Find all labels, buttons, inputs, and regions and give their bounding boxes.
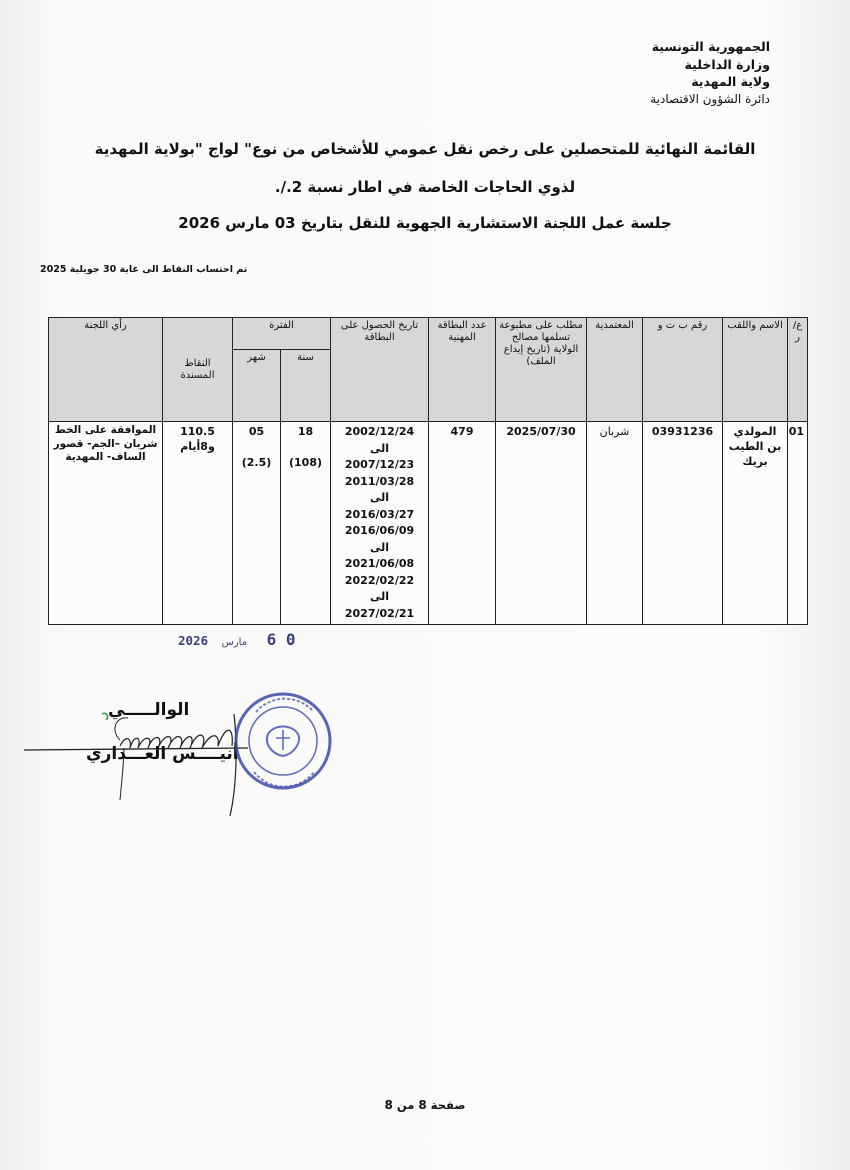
cell-num: 01 bbox=[788, 422, 808, 625]
cell-id: 03931236 bbox=[643, 422, 723, 625]
date-stamp-day: 0 6 bbox=[266, 630, 296, 649]
signatory-title: الوالـــــي bbox=[108, 700, 190, 720]
signatory-name: أنيــــس العـــداري bbox=[86, 744, 239, 764]
card-date-line: 2016/03/27 bbox=[344, 507, 415, 521]
card-date-line: 2002/12/24 الى bbox=[344, 425, 415, 455]
date-stamp-year: 2026 bbox=[178, 633, 209, 648]
document-title: القائمة النهائية للمتحصلين على رخص نقل عمومي للأشخاص من نوع" لواج "بولاية المهدية bbox=[94, 140, 756, 158]
letterhead bbox=[550, 38, 770, 108]
page-total: 8 bbox=[384, 1098, 393, 1112]
col-header-id: رقم ب ت و bbox=[643, 318, 723, 422]
cell-month bbox=[233, 422, 281, 625]
page-number bbox=[0, 1098, 850, 1112]
col-header-num: ع/ ر bbox=[788, 318, 808, 422]
col-header-year: سنة bbox=[281, 350, 331, 422]
col-header-points: النقاط المسندة bbox=[163, 318, 233, 422]
letterhead-governorate: ولاية المهدية bbox=[691, 74, 770, 89]
cell-opinion: الموافقة على الخط شربان –الجم- قصور الساف- المهدية bbox=[49, 422, 163, 625]
letterhead-republic: الجمهورية التونسية bbox=[651, 39, 770, 54]
cell-name: المولدي بن الطيب بريك bbox=[723, 422, 788, 625]
cell-delegation: شربان bbox=[587, 422, 643, 625]
cell-card-count: 479 bbox=[429, 422, 496, 625]
col-header-name: الاسم واللقب bbox=[723, 318, 788, 422]
col-header-period: الفترة bbox=[233, 318, 331, 350]
card-date-line: 2011/03/28 الى bbox=[344, 474, 415, 504]
col-header-opinion: رأي اللجنة bbox=[49, 318, 163, 422]
letterhead-ministry: وزارة الداخلية bbox=[684, 56, 770, 72]
page-of: من bbox=[396, 1098, 415, 1112]
cell-card-dates bbox=[331, 422, 429, 625]
cell-points: 110.5 و8أيام bbox=[163, 422, 233, 625]
year-value-paren: (108) bbox=[289, 456, 323, 469]
col-header-card-date: تاريخ الحصول على البطاقة bbox=[331, 318, 429, 422]
card-date-line: 2027/02/21 bbox=[344, 606, 415, 620]
col-header-delegation: المعتمدية bbox=[587, 318, 643, 422]
official-seal-icon bbox=[230, 688, 336, 794]
year-value: 18 bbox=[297, 425, 314, 438]
col-header-month: شهر bbox=[233, 350, 281, 422]
beneficiaries-table bbox=[48, 317, 808, 625]
session-title: جلسة عمل اللجنة الاستشارية الجهوية للنقل بتاريخ 03 مارس 2026 bbox=[178, 214, 672, 232]
page-label: صفحة bbox=[430, 1098, 466, 1112]
document-subtitle: لذوي الحاجات الخاصة في اطار نسبة 2./. bbox=[274, 178, 576, 196]
date-stamp-month: مارس bbox=[221, 637, 248, 648]
month-value: 05 bbox=[248, 425, 265, 438]
page-current: 8 bbox=[418, 1098, 427, 1112]
letterhead-department: دائرة الشؤون الاقتصادية bbox=[650, 91, 770, 106]
cell-request-date: 2025/07/30 bbox=[496, 422, 587, 625]
card-date-line: 2021/06/08 bbox=[344, 557, 415, 570]
date-stamp bbox=[178, 630, 296, 649]
card-date-line: 2016/06/09 الى bbox=[344, 524, 415, 554]
table-row bbox=[49, 422, 808, 625]
card-date-line: 2007/12/23 bbox=[344, 458, 415, 471]
points-calc-note: تم احتساب النقاط الى غاية 30 جويلية 2025 bbox=[40, 264, 248, 275]
card-date-line: 2022/02/22 الى bbox=[344, 573, 415, 603]
month-value-paren: (2.5) bbox=[241, 456, 272, 469]
table-header-row bbox=[49, 318, 808, 350]
col-header-request: مطلب على مطبوعة تسلمها مصالح الولاية (تاريخ إيداع الملف) bbox=[496, 318, 587, 422]
cell-year bbox=[281, 422, 331, 625]
col-header-card-count: عدد البطاقة المهنية bbox=[429, 318, 496, 422]
